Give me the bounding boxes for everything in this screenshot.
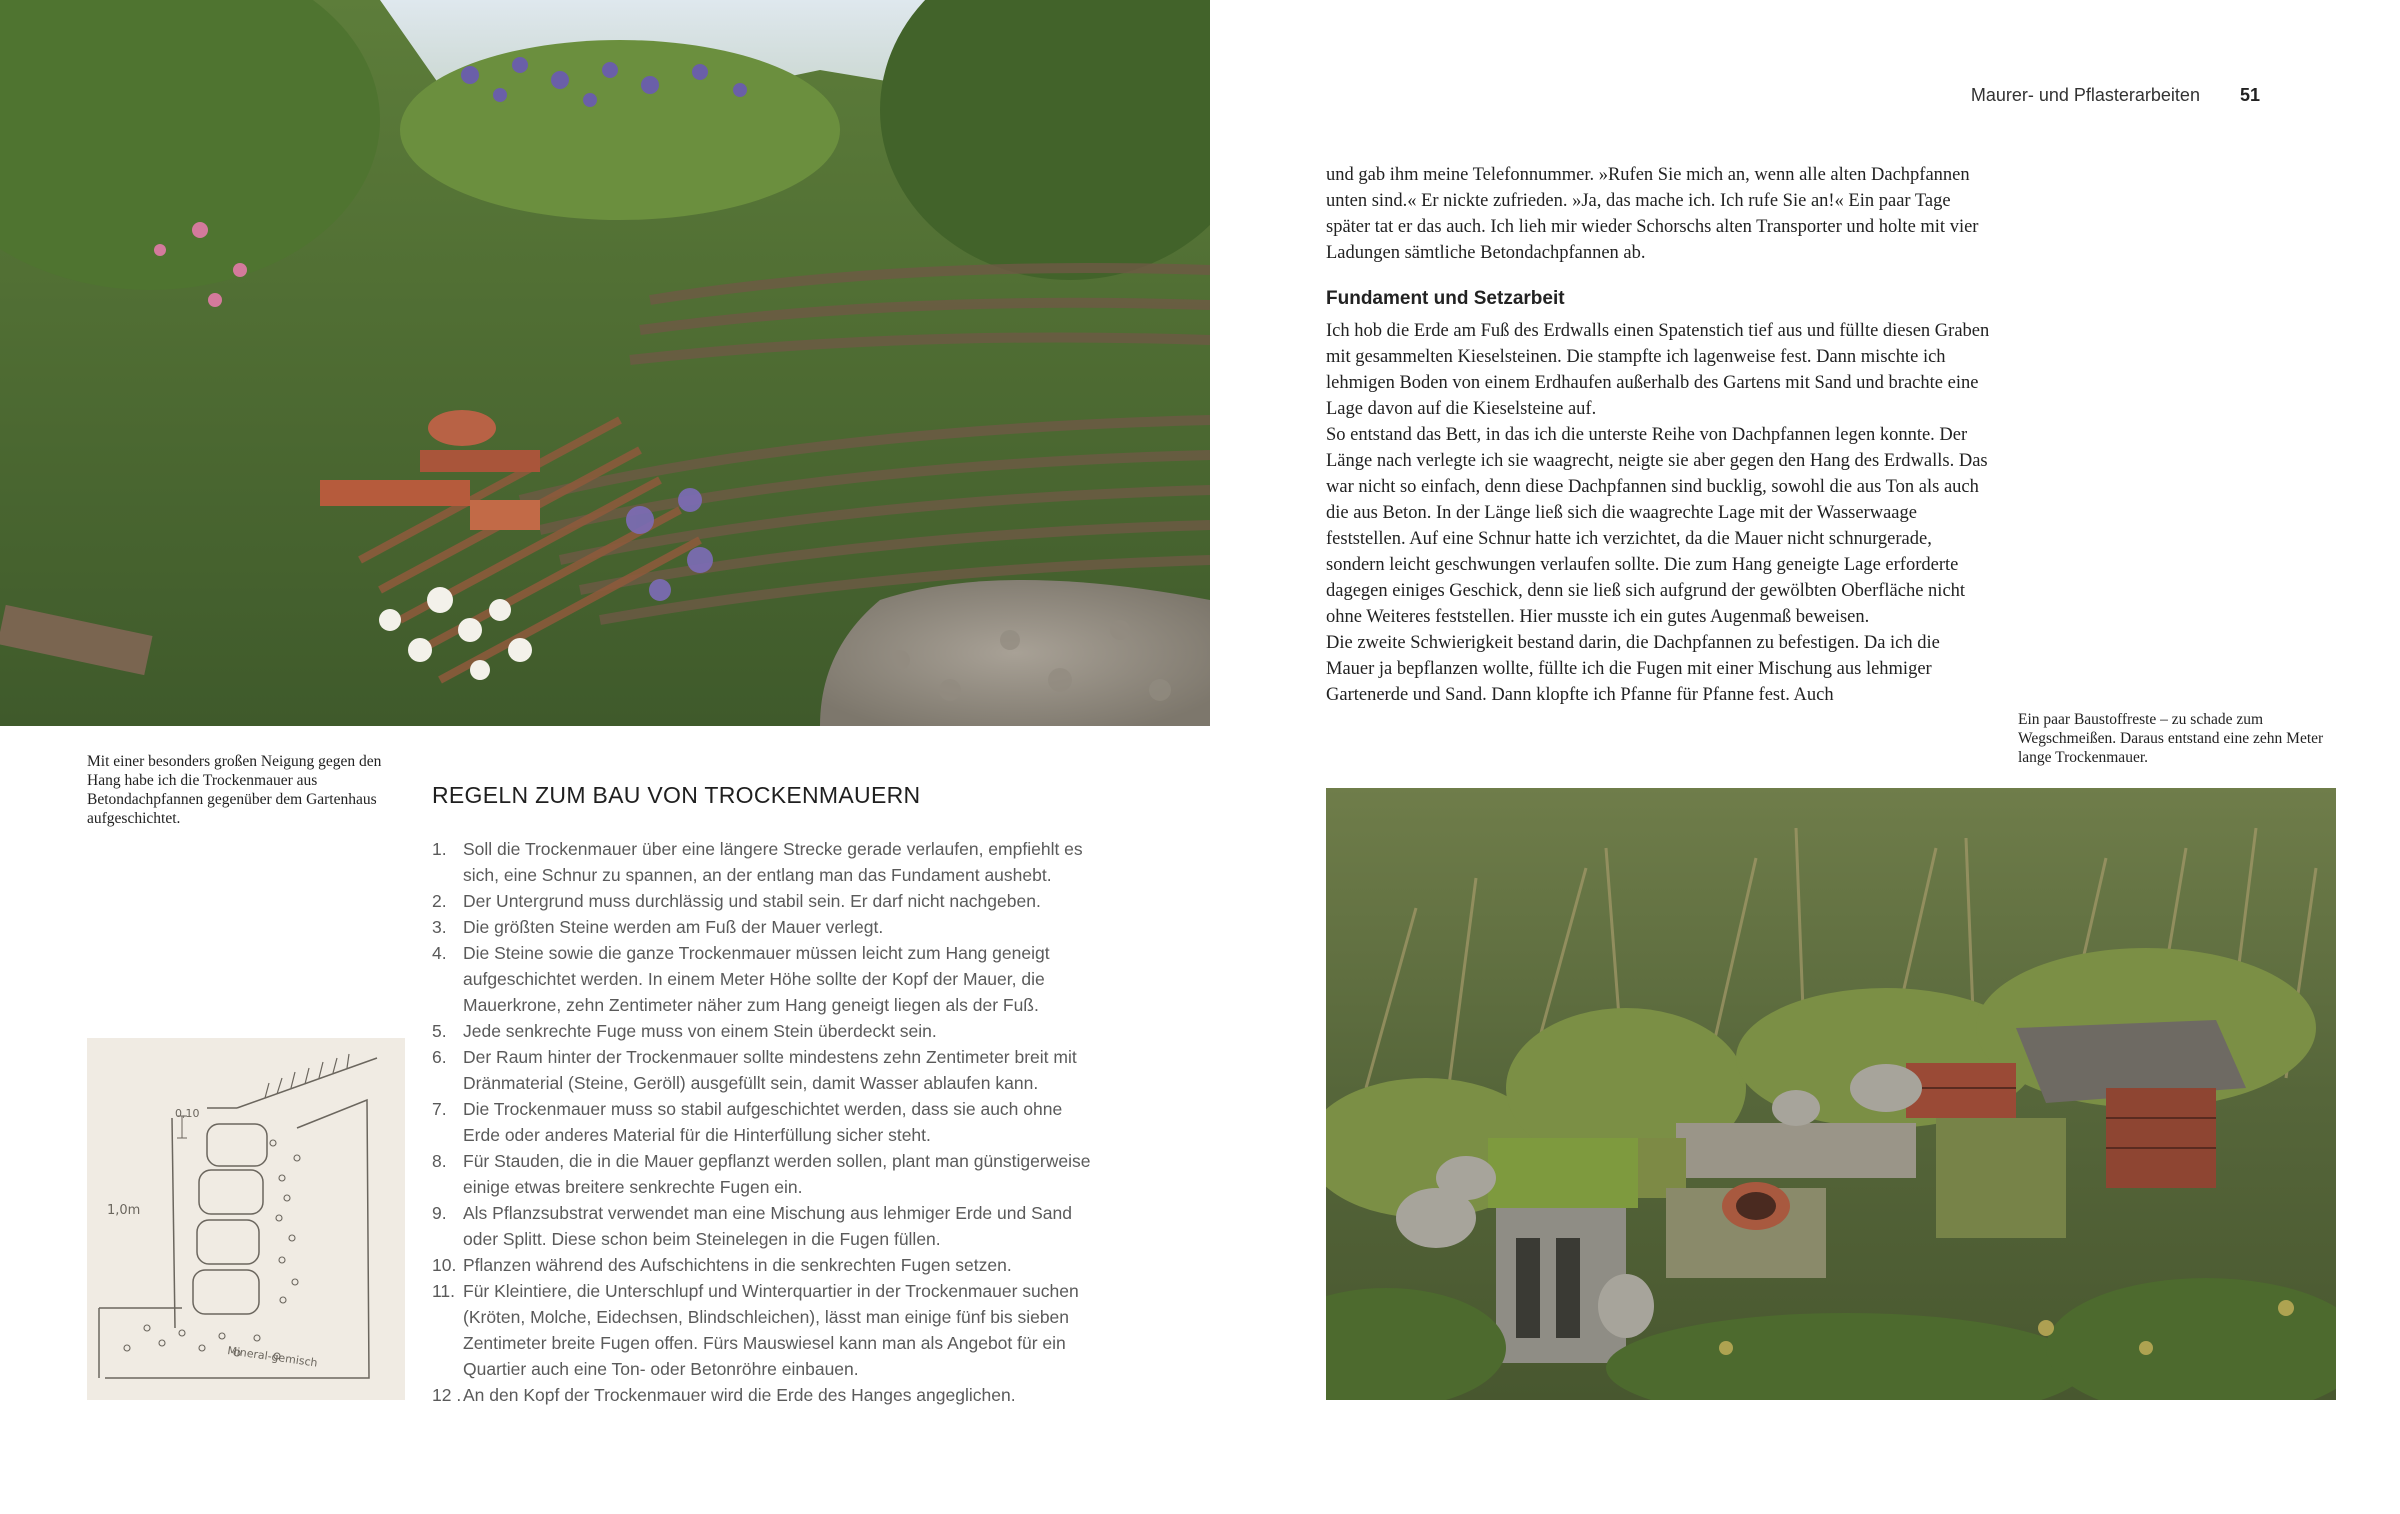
running-head <box>1960 80 2260 110</box>
rule-number: 6. <box>432 1047 447 1067</box>
rule-text: Der Raum hinter der Trockenmauer sollte mindestens zehn Zentimeter breit mit Dränmaterial (Steine, Geröll) ausgefüllt sein, damit Wasser ablaufen kann. <box>463 1047 1077 1093</box>
sketch-label-bottom: Mineral-gemisch <box>226 1344 319 1370</box>
rule-number: 4. <box>432 943 447 963</box>
caption-left: Mit einer besonders großen Neigung gegen den Hang habe ich die Trockenmauer aus Betondachpfannen gegenüber dem Gartenhaus aufgeschichtet. <box>87 753 382 827</box>
page-number: 51 <box>2239 84 2260 105</box>
rules-box-title: REGELN ZUM BAU VON TROCKENMAUERN <box>432 782 921 808</box>
rule-number: 7. <box>432 1099 447 1119</box>
article-intro <box>1326 162 1990 266</box>
dry-wall-sketch <box>87 1038 405 1400</box>
rule-number: 10. <box>432 1255 457 1275</box>
sketch-label-height: 1,0m <box>107 1203 141 1218</box>
rule-item <box>432 914 1102 940</box>
intro-paragraph: und gab ihm meine Telefonnummer. »Rufen Sie mich an, wenn alle alten Dachpfannen unten sind.« Er nickte zufrieden. »Ja, das mache ich. Ich rufe Sie an!« Ein paar Tage später tat er das auch. Ich lieh mir wieder Schorschs alten Transporter und holte mit vier Ladungen sämtliche Betondachpfannen ab. <box>1326 165 1979 263</box>
rule-text: Als Pflanzsubstrat verwendet man eine Mischung aus lehmiger Erde und Sand oder Splitt. Diese schon beim Steinelegen in die Fugen füllen. <box>463 1203 1072 1249</box>
rule-number: 12 . <box>432 1385 462 1405</box>
rule-text: Die größten Steine werden am Fuß der Mauer verlegt. <box>463 917 884 937</box>
rule-item <box>432 1044 1102 1096</box>
rule-number: 2. <box>432 891 447 911</box>
rule-item <box>432 1148 1102 1200</box>
rule-number: 8. <box>432 1151 447 1171</box>
body-paragraph: Die zweite Schwierigkeit bestand darin, die Dachpfannen zu befestigen. Da ich die Mauer ja bepflanzen wollte, füllte ich die Fugen mit einer Mischung aus lehmiger Gartenerde und Sand. Dann klopfte ich Pfanne für Pfanne fest. Auch <box>1326 633 1940 705</box>
rules-list <box>432 836 1102 1408</box>
rule-number: 5. <box>432 1021 447 1041</box>
body-paragraph: Ich hob die Erde am Fuß des Erdwalls einen Spatenstich tief aus und füllte diesen Graben mit gesammelten Kieselsteinen. Die stampfte ich lagenweise fest. Dann mischte ich lehmigen Boden von einem Erdhaufen außerhalb des Gartens mit Sand und brachte eine Lage davon auf die Kieselsteine auf. <box>1326 321 1990 419</box>
rule-item <box>432 1278 1102 1382</box>
rule-text: Für Stauden, die in die Mauer gepflanzt werden sollen, plant man günstigerweise einige etwas breitere senkrechte Fugen ein. <box>463 1151 1091 1197</box>
rule-text: Der Untergrund muss durchlässig und stabil sein. Er darf nicht nachgeben. <box>463 891 1041 911</box>
rule-item <box>432 1018 1102 1044</box>
section-heading: Fundament und Setzarbeit <box>1326 288 1565 309</box>
rule-number: 1. <box>432 839 447 859</box>
garden-slope-photo <box>0 0 1210 726</box>
rule-item <box>432 888 1102 914</box>
rule-text: Für Kleintiere, die Unterschlupf und Winterquartier in der Trockenmauer suchen (Kröten, Molche, Eidechsen, Blindschleichen), lässt man einige fünf bis sieben Zentimeter breite Fugen offen. Fürs Mauswiesel kann man als Angebot für ein Quartier auch eine Ton- oder Betonröhre einbauen. <box>463 1281 1079 1379</box>
body-paragraph: So entstand das Bett, in das ich die unterste Reihe von Dachpfannen legen konnte. Der Länge nach verlegte ich sie waagrecht, neigte sie aber gegen den Hang des Erdwalls. Das war nicht so einfach, denn diese Dachpfannen sind bucklig, sowohl die aus Ton als auch die aus Beton. In der Länge ließ sich die waagrechte Lage mit der Wasserwaage feststellen. Auf eine Schnur hatte ich verzichtet, da die Mauer nicht schnurgerade, sondern leicht geschwungen verlaufen sollte. Die zum Hang geneigte Lage erforderte dagegen einiges Geschick, denn sie ließ sich aufgrund der gewölbten Oberfläche nicht ohne Weiteres feststellen. Hier musste ich ein gutes Augenmaß beweisen. <box>1326 425 1988 627</box>
caption-right: Ein paar Baustoffreste – zu schade zum Wegschmeißen. Daraus entstand eine zehn Meter lange Trockenmauer. <box>2018 711 2324 766</box>
rule-item <box>432 1252 1102 1278</box>
rule-item <box>432 1096 1102 1148</box>
leftover-materials-wall-photo <box>1326 788 2336 1400</box>
rule-item <box>432 1382 1102 1408</box>
rule-item <box>432 1200 1102 1252</box>
rule-text: Soll die Trockenmauer über eine längere Strecke gerade verlaufen, empfiehlt es sich, eine Schnur zu spannen, an der entlang man das Fundament aushebt. <box>463 839 1083 885</box>
rule-number: 3. <box>432 917 447 937</box>
rule-text: Die Trockenmauer muss so stabil aufgeschichtet werden, dass sie auch ohne Erde oder anderes Material für die Hinterfüllung sicher steht. <box>463 1099 1063 1145</box>
sketch-label-top: 0,10 <box>175 1107 200 1120</box>
running-title: Maurer- und Pflasterarbeiten <box>1970 84 2200 105</box>
rule-text: Die Steine sowie die ganze Trockenmauer müssen leicht zum Hang geneigt aufgeschichtet werden. In einem Meter Höhe sollte der Kopf der Mauer, die Mauerkrone, zehn Zentimeter näher zum Hang geneigt liegen als der Fuß. <box>463 943 1050 1015</box>
rule-item <box>432 836 1102 888</box>
rule-number: 11. <box>432 1281 456 1301</box>
article-body <box>1326 318 1990 708</box>
rule-text: Pflanzen während des Aufschichtens in die senkrechten Fugen setzen. <box>463 1255 1012 1275</box>
rule-item <box>432 940 1102 1018</box>
rule-text: Jede senkrechte Fuge muss von einem Stein überdeckt sein. <box>463 1021 937 1041</box>
rule-text: An den Kopf der Trockenmauer wird die Erde des Hanges angeglichen. <box>463 1385 1016 1405</box>
rule-number: 9. <box>432 1203 447 1223</box>
